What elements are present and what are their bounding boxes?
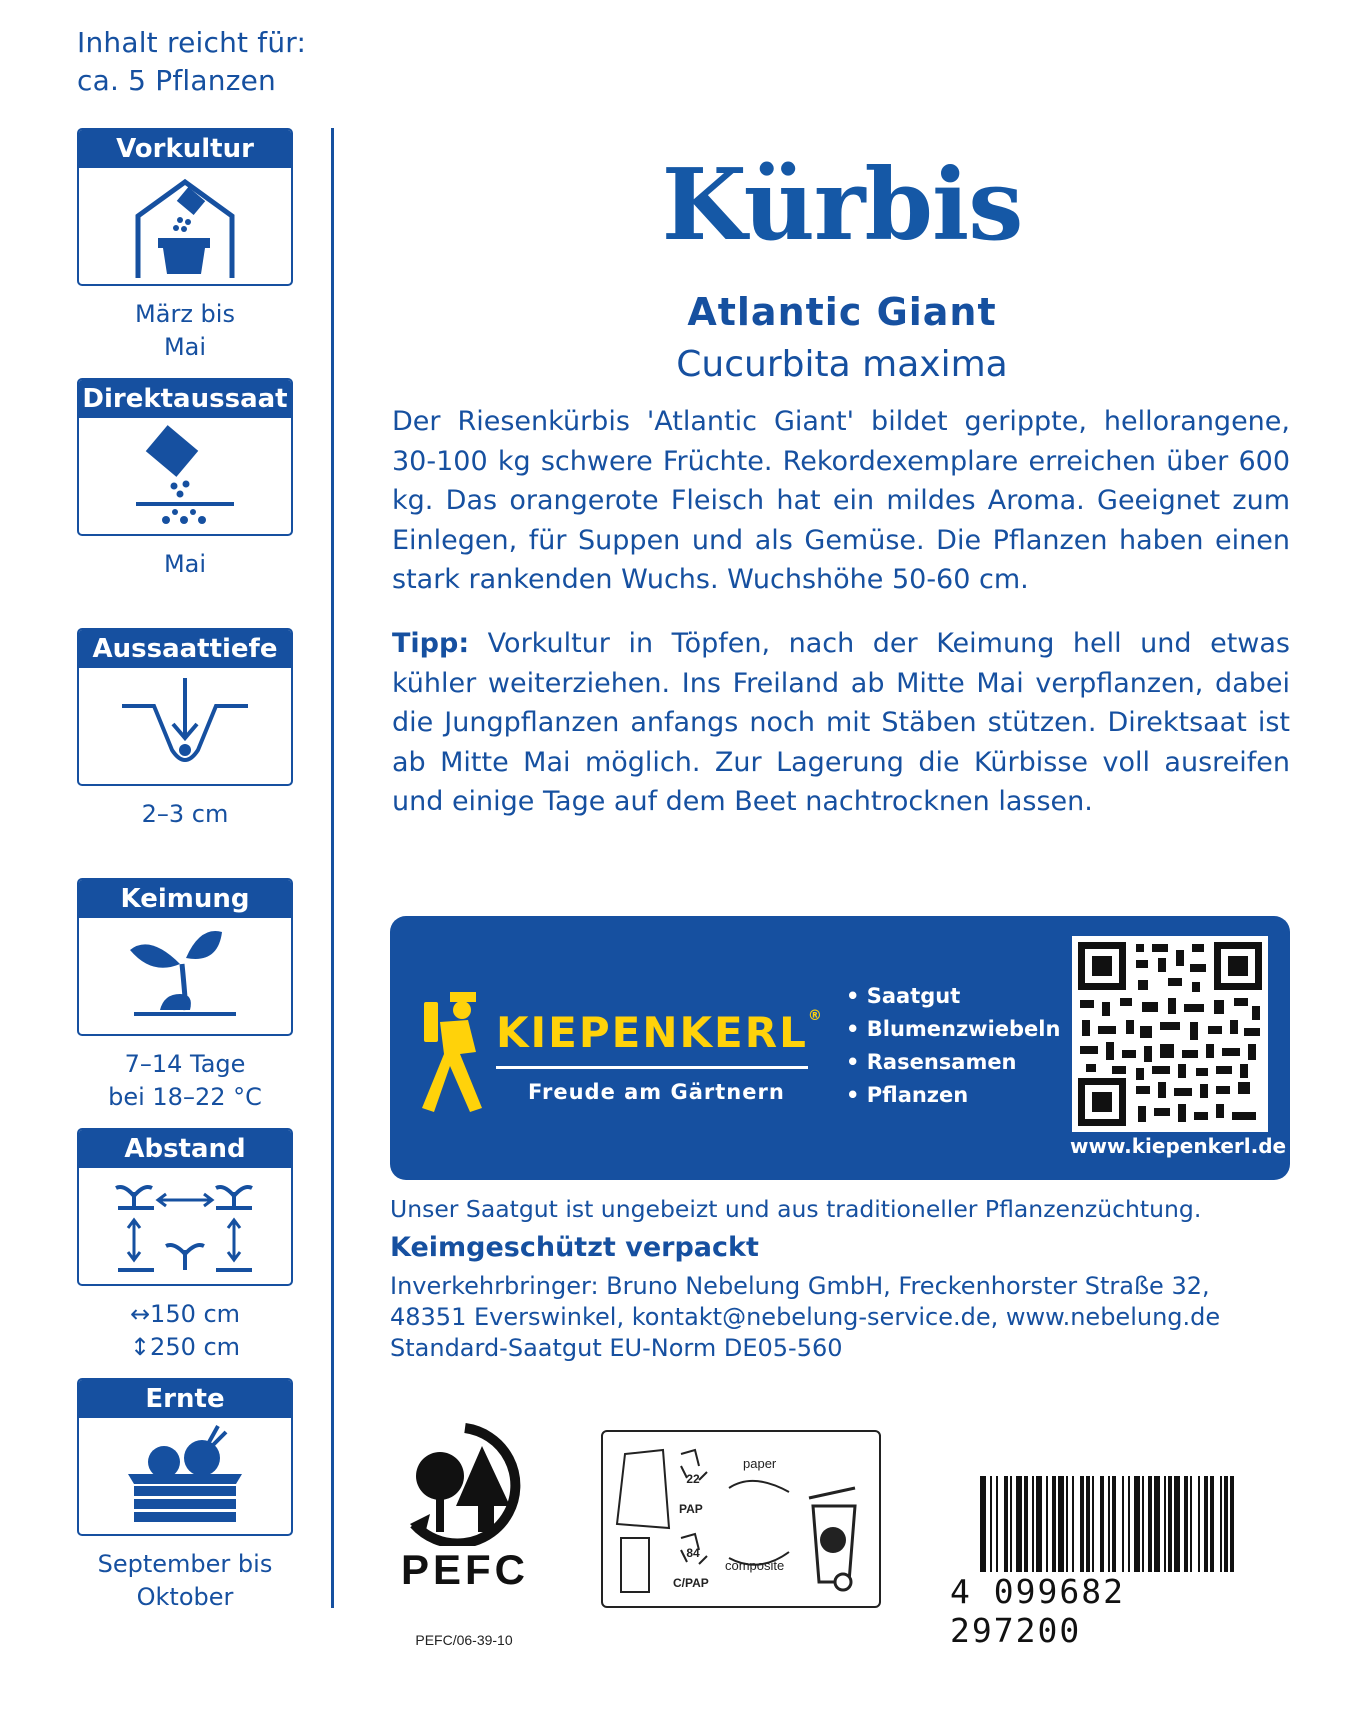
recycling-code-2: 84 [686,1546,700,1560]
recycling-info [601,1430,881,1608]
panel-abstand [77,1128,293,1286]
panel-title: Ernte [79,1380,291,1418]
barcode-bar [1220,1476,1222,1572]
barcode-bar [1072,1476,1074,1572]
list-item: • Saatgut [846,984,961,1008]
barcode-bar [1210,1476,1214,1572]
recycling-arrow-label-2: composite [725,1558,785,1573]
barcode-bar [1204,1476,1208,1572]
recycling-label-1: PAP [679,1502,703,1516]
product-variety: Atlantic Giant [687,290,997,334]
barcode-bar [1112,1476,1116,1572]
qr-code [1072,936,1268,1132]
recycling-code-1: 22 [686,1472,700,1486]
list-item: • Pflanzen [846,1083,969,1107]
brand-url[interactable]: www.kiepenkerl.de [1070,1134,1287,1158]
panel-direktaussaat [77,378,293,536]
packaging-note: Keimgeschützt verpackt [390,1232,759,1263]
barcode-bar [1198,1476,1200,1572]
brand-tagline: Freude am Gärtnern [528,1080,785,1104]
barcode-bar [1058,1476,1064,1572]
pefc-wordmark: PEFC [400,1546,529,1593]
panel-title: Aussaattiefe [79,630,291,668]
tip-label: Tipp: [392,628,470,659]
spacing-icon [110,1174,260,1280]
product-tip [392,624,1290,822]
panel-vorkultur [77,128,293,286]
harvest-crate-icon [120,1424,250,1530]
barcode-bar [990,1476,992,1572]
panel-title: Direktaussaat [79,380,291,418]
column-divider [331,128,334,1608]
brand-product-list [846,980,1060,1112]
barcode-bar [1142,1476,1144,1572]
barcode-bar [1184,1476,1188,1572]
seed-note: Unser Saatgut ist ungebeizt und aus traditioneller Pflanzenzüchtung. [390,1195,1202,1223]
barcode-bar [996,1476,998,1572]
barcode-bar [1122,1476,1124,1572]
panel-caption: 2–3 cm [141,800,229,828]
barcode-bar [1052,1476,1056,1572]
barcode-bar [1066,1476,1068,1572]
product-title: Kürbis [661,148,1023,263]
brand-name: KIEPENKERL® [496,1008,824,1057]
barcode-bar [1134,1476,1140,1572]
panel-caption: September bis Oktober [97,1550,273,1611]
barcode-bar [1080,1476,1084,1572]
list-item: • Blumenzwiebeln [846,1017,1061,1041]
panel-title: Vorkultur [79,130,291,168]
barcode-bar [1190,1476,1192,1572]
barcode-bar [1016,1476,1022,1572]
barcode-bar [1086,1476,1090,1572]
barcode-bar [1046,1476,1048,1572]
pefc-trees-icon [390,1422,540,1546]
barcode-bar [1092,1476,1094,1572]
panel-keimung [77,878,293,1036]
panel-caption: ↔150 cm ↕250 cm [129,1300,241,1361]
brand-banner [390,916,1290,1180]
pefc-code: PEFC/06-39-10 [415,1632,513,1648]
barcode-bar [1036,1476,1042,1572]
panel-caption: März bis Mai [135,300,235,361]
product-latin-name: Cucurbita maxima [676,344,1008,385]
barcode-bar [1010,1476,1012,1572]
barcode-bar [1004,1476,1008,1572]
sowing-depth-icon [120,674,250,774]
barcode-bar [1154,1476,1160,1572]
content-amount-value: ca. 5 Pflanzen [77,64,276,97]
barcode-bar [1168,1476,1172,1572]
barcode-bar [1230,1476,1234,1572]
direct-sowing-icon [130,424,240,530]
distributor-address: Inverkehrbringer: Bruno Nebelung GmbH, Freckenhorster Straße 32, 48351 Everswinkel, kontakt@nebelung-service.de, www.nebelung.de Standard-Saatgut EU-Norm DE05-560 [390,1272,1221,1362]
tip-text: Vorkultur in Töpfen, nach der Keimung hell und etwas kühler weiterziehen. Ins Freiland ab Mitte Mai verpflanzen, dabei die Jungpflanzen anfangs noch mit Stäben stützen. Direktsaat ist ab Mitte Mai möglich. Zur Lagerung die Kürbisse voll ausreifen und einige Tage auf dem Beet nachtrocknen lassen. [392,628,1290,817]
recycling-arrow-label-1: paper [743,1456,777,1471]
panel-caption: 7–14 Tage bei 18–22 °C [108,1050,262,1111]
barcode-bar [1174,1476,1180,1572]
panel-title: Keimung [79,880,291,918]
barcode [980,1476,1274,1572]
barcode-bar [1224,1476,1228,1572]
barcode-number: 4 099682 297200 [950,1572,1125,1650]
barcode-bar [1100,1476,1104,1572]
panel-aussaattiefe [77,628,293,786]
barcode-bar [1148,1476,1152,1572]
barcode-bar [1108,1476,1110,1572]
content-amount-label: Inhalt reicht für: [77,26,307,59]
barcode-bar [1024,1476,1028,1572]
recycling-label-2: C/PAP [673,1576,709,1590]
barcode-bar [1128,1476,1130,1572]
barcode-bar [980,1476,986,1572]
seedling-icon [130,924,240,1030]
recycling-graphic [603,1432,879,1606]
barcode-bar [1164,1476,1166,1572]
brand-rule [496,1066,808,1069]
panel-ernte [77,1378,293,1536]
hiker-logo-icon [420,988,492,1116]
barcode-bar [1032,1476,1034,1572]
qr-code-pattern [1072,936,1268,1132]
list-item: • Rasensamen [846,1050,1017,1074]
product-description: Der Riesenkürbis 'Atlantic Giant' bildet gerippte, hellorangene, 30-100 kg schwere Früchte. Rekordexemplare erreichen über 600 kg. Das orangerote Fleisch hat ein mildes Aroma. Geeignet zum Einlegen, für Suppen und als Gemüse. Die Pflanzen haben einen stark rankenden Wuchs. Wuchshöhe 50-60 cm. [392,406,1290,595]
panel-title: Abstand [79,1130,291,1168]
panel-caption: Mai [163,550,207,578]
greenhouse-sowing-icon [130,174,240,280]
